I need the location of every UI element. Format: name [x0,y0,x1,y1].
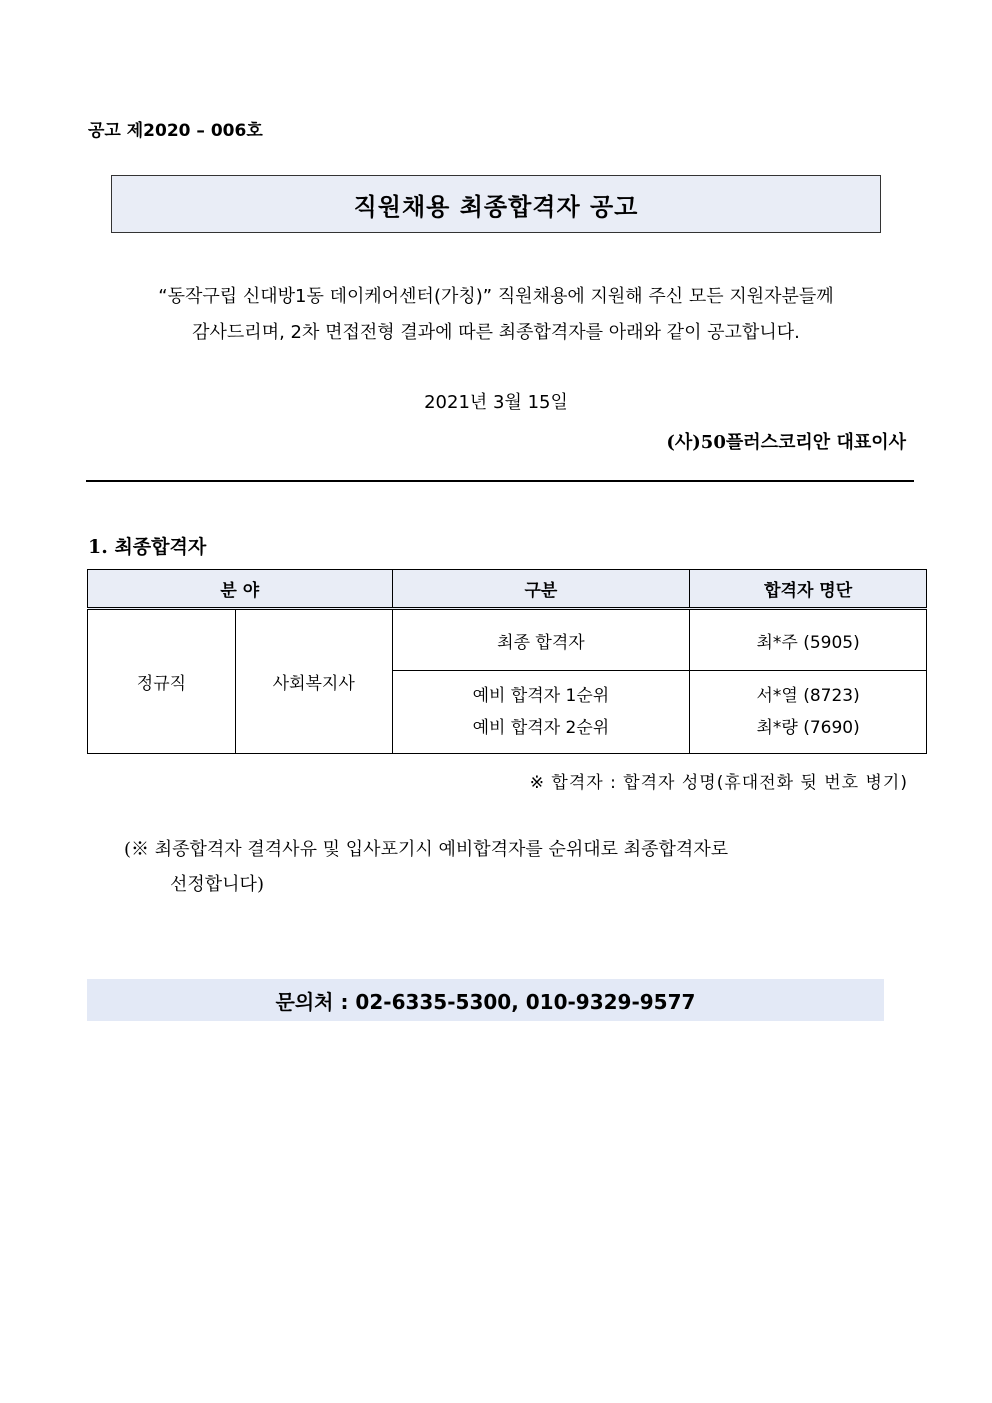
notice-line-1: (※ 최종합격자 결격사유 및 입사포기시 예비합격자를 순위대로 최종합격자로 [124,839,729,860]
intro-line-2: 감사드리며, 2차 면접전형 결과에 따른 최종합격자를 아래와 같이 공고합니다. [192,322,800,343]
announcement-date: 2021년 3월 15일 [424,392,568,413]
notice-line-2: 선정합니다) [170,874,264,895]
table-header-row [88,570,927,609]
reserve-1-name: 서*열 (8723) [756,686,860,706]
name-cell: 최*주 (5905) [690,609,927,671]
divider [86,480,914,482]
header-field: 분 야 [88,570,393,609]
field-cell: 사회복지사 [235,609,392,754]
reserve-2-type: 예비 합격자 2순위 [472,718,610,738]
header-type: 구분 [392,570,690,609]
type-cell: 최종 합격자 [392,609,690,671]
results-table [87,569,927,754]
table-row [88,609,927,671]
intro-line-1: “동작구립 신대방1동 데이케어센터(가칭)” 직원채용에 지원해 주신 모든 지원자분들께 [158,286,834,307]
contact-info: 문의처 : 02-6335-5300, 010-9329-9577 [87,979,884,1021]
reserve-1-type: 예비 합격자 1순위 [472,686,610,706]
name-cell [690,671,927,754]
table-footnote: ※ 합격자 : 합격자 성명(휴대전화 뒷 번호 병기) [529,773,908,793]
notice-number: 공고 제2020 – 006호 [88,121,263,141]
page-title: 직원채용 최종합격자 공고 [111,175,881,233]
header-names: 합격자 명단 [690,570,927,609]
section-heading: 1. 최종합격자 [88,536,207,558]
category-cell: 정규직 [88,609,236,754]
organization-signature: (사)50플러스코리안 대표이사 [666,432,906,453]
type-cell [392,671,690,754]
reserve-2-name: 최*량 (7690) [756,718,860,738]
